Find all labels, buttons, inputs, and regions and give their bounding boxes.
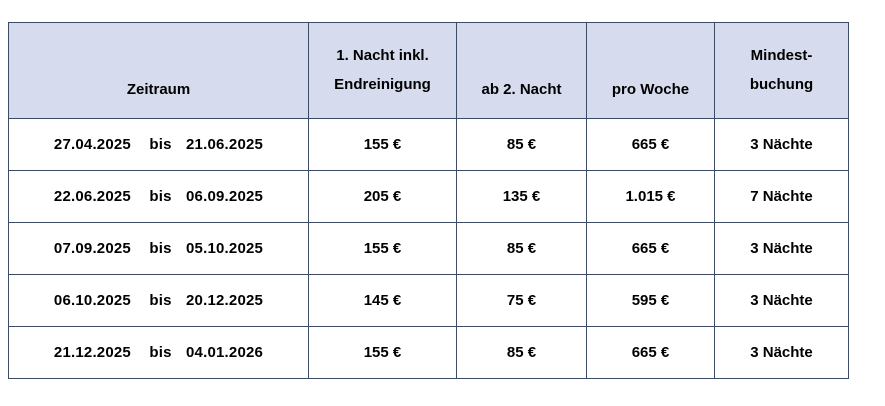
cell-second-night: 85 € (457, 119, 587, 171)
table-header (9, 23, 849, 119)
column-header-first-night (309, 23, 457, 119)
column-header-first-night-line2: Endreinigung (334, 75, 431, 93)
column-header-first-night-line1: 1. Nacht inkl. (336, 47, 429, 64)
table-row (9, 171, 849, 223)
cell-per-week: 1.015 € (587, 171, 715, 223)
table-row (9, 327, 849, 379)
period-separator: bis (149, 188, 172, 205)
column-header-second-night-label: ab 2. Nacht (481, 80, 562, 98)
cell-period (9, 275, 309, 327)
cell-min-booking: 7 Nächte (715, 171, 849, 223)
column-header-period-label: Zeitraum (126, 80, 191, 98)
cell-min-booking: 3 Nächte (715, 223, 849, 275)
column-header-min-booking-line1: Mindest- (750, 47, 813, 64)
cell-per-week: 595 € (587, 275, 715, 327)
period-from: 06.10.2025 (53, 292, 131, 309)
table-body (9, 119, 849, 379)
cell-period (9, 223, 309, 275)
period-separator: bis (149, 292, 172, 309)
cell-min-booking: 3 Nächte (715, 119, 849, 171)
header-row (9, 23, 849, 119)
cell-second-night: 85 € (457, 223, 587, 275)
cell-first-night: 205 € (309, 171, 457, 223)
table-row (9, 275, 849, 327)
table-row (9, 223, 849, 275)
column-header-period (9, 23, 309, 119)
cell-first-night: 145 € (309, 275, 457, 327)
period-to: 05.10.2025 (186, 240, 264, 257)
period-from: 27.04.2025 (53, 136, 131, 153)
cell-per-week: 665 € (587, 119, 715, 171)
column-header-min-booking-line2: buchung (749, 75, 814, 93)
period-to: 20.12.2025 (186, 292, 264, 309)
cell-second-night: 75 € (457, 275, 587, 327)
column-header-min-booking (715, 23, 849, 119)
cell-second-night: 135 € (457, 171, 587, 223)
period-to: 06.09.2025 (186, 188, 264, 205)
cell-period (9, 119, 309, 171)
period-separator: bis (149, 136, 172, 153)
cell-second-night: 85 € (457, 327, 587, 379)
period-from: 22.06.2025 (53, 188, 131, 205)
column-header-second-night (457, 23, 587, 119)
cell-first-night: 155 € (309, 119, 457, 171)
period-separator: bis (149, 344, 172, 361)
cell-min-booking: 3 Nächte (715, 327, 849, 379)
period-separator: bis (149, 240, 172, 257)
table-row (9, 119, 849, 171)
period-to: 04.01.2026 (186, 344, 264, 361)
cell-period (9, 327, 309, 379)
period-from: 07.09.2025 (53, 240, 131, 257)
cell-min-booking: 3 Nächte (715, 275, 849, 327)
price-table (8, 22, 849, 379)
column-header-per-week-label: pro Woche (611, 80, 690, 98)
cell-per-week: 665 € (587, 327, 715, 379)
cell-first-night: 155 € (309, 327, 457, 379)
cell-first-night: 155 € (309, 223, 457, 275)
cell-period (9, 171, 309, 223)
period-from: 21.12.2025 (53, 344, 131, 361)
cell-per-week: 665 € (587, 223, 715, 275)
column-header-per-week (587, 23, 715, 119)
period-to: 21.06.2025 (186, 136, 264, 153)
